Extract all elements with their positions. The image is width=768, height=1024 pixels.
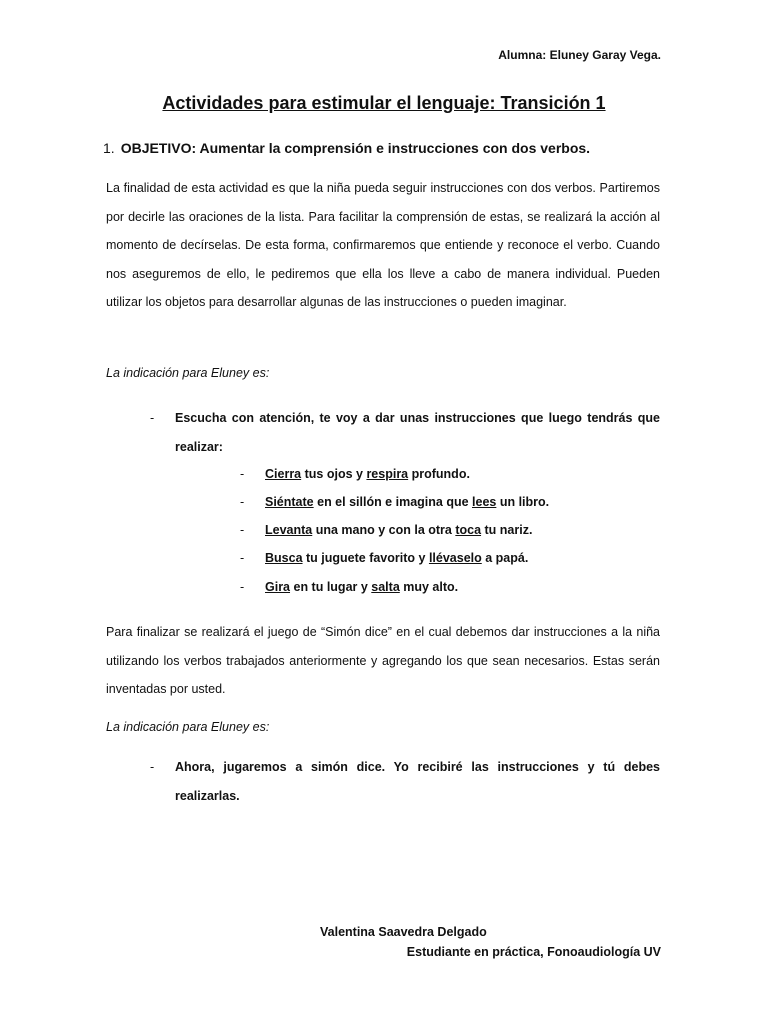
verb-2: llévaselo (428, 551, 482, 565)
verb-1: Busca (265, 551, 303, 565)
bullet-dash: - (240, 580, 245, 594)
verb-1: Siéntate (265, 495, 314, 509)
verb-1: Gira (265, 580, 291, 594)
instruction-text (265, 551, 528, 565)
bullet-dash: - (240, 551, 245, 565)
instruction-end: profundo. (408, 467, 470, 481)
objective-number: 1. (103, 140, 115, 156)
intro-paragraph: La finalidad de esta actividad es que la niña pueda seguir instrucciones con dos verbos. Partiremos por decirle las oraciones de la lista. Para facilitar la comprensión de estas, se realizará la acción al momento de decírselas. De esta forma, confirmaremos que entiende y reconoce el verbo. Cuando nos aseguremos de ello, le pediremos que ella los lleve a cabo de manera individual. Pueden utilizar los objetos para desarrollar algunas de las instrucciones o pueden imaginar. (106, 181, 660, 309)
bullet-dash: - (240, 467, 245, 481)
student-name: Alumna: Eluney Garay Vega. (498, 48, 661, 62)
instruction-item (240, 551, 660, 565)
instruction-item (240, 495, 660, 509)
instruction-end: tu nariz. (481, 523, 533, 537)
instruction-middle: tus ojos y (301, 467, 367, 481)
instruction-text (265, 580, 458, 594)
bullet-dash: - (150, 411, 155, 425)
main-instruction-2 (150, 753, 660, 811)
document-title: Actividades para estimular el lenguaje: Transición 1 (162, 93, 606, 113)
objective-label: OBJETIVO (120, 140, 192, 156)
instruction-middle: una mano y con la otra (312, 523, 456, 537)
instruction-end: muy alto. (399, 580, 459, 594)
verb-2: lees (472, 495, 497, 509)
instruction-middle: tu juguete favorito y (302, 551, 429, 565)
main-instruction-1 (150, 404, 660, 462)
closing-paragraph: Para finalizar se realizará el juego de “Simón dice” en el cual debemos dar instrucciones a la niña utilizando los verbos trabajados anteriormente y agregando los que sean necesarios. Estas serán inventadas por usted. (106, 625, 660, 696)
instruction-end: un libro. (496, 495, 550, 509)
instruction-text (265, 495, 549, 509)
instruction-item (240, 467, 660, 481)
instruction-middle: en el sillón e imagina que (313, 495, 473, 509)
signature-name: Valentina Saavedra Delgado (320, 925, 487, 939)
instruction-item (240, 580, 660, 594)
verb-2: salta (371, 580, 400, 594)
bullet-dash: - (240, 495, 245, 509)
indication-label-2: La indicación para Eluney es: (106, 720, 270, 734)
instruction-text (265, 523, 532, 537)
bullet-dash: - (150, 760, 155, 774)
instruction-end: a papá. (481, 551, 529, 565)
indication-label-1: La indicación para Eluney es: (106, 366, 270, 380)
signature-role: Estudiante en práctica, Fonoaudiología UV (406, 945, 661, 959)
objective-heading (103, 140, 590, 156)
instruction-item (240, 523, 660, 537)
verb-1: Cierra (265, 467, 302, 481)
verb-2: respira (366, 467, 409, 481)
bullet-dash: - (240, 523, 245, 537)
instruction-middle: en tu lugar y (290, 580, 372, 594)
objective-text: : Aumentar la comprensión e instrucciones con dos verbos. (191, 140, 591, 156)
main-instruction-text-2: Ahora, jugaremos a simón dice. Yo recibiré las instrucciones y tú debes realizarlas. (175, 760, 660, 803)
main-instruction-text-1: Escucha con atención, te voy a dar unas instrucciones que luego tendrás que realizar: (175, 411, 660, 454)
verb-2: toca (455, 523, 482, 537)
verb-1: Levanta (265, 523, 313, 537)
instruction-text (265, 467, 470, 481)
